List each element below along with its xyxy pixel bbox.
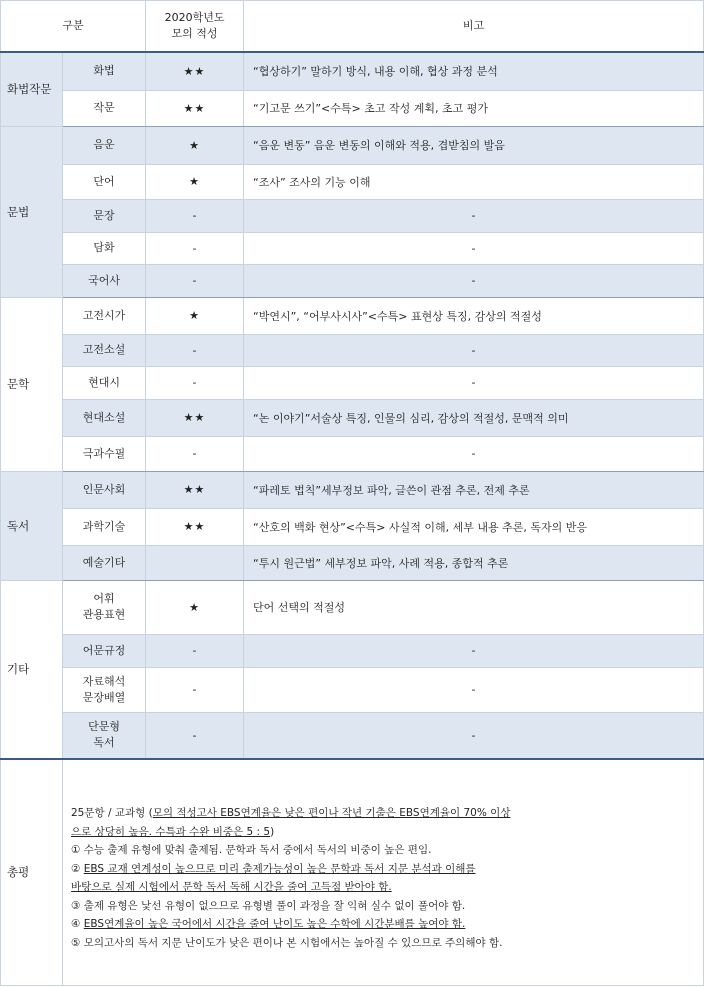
table-row — [1, 436, 704, 471]
summary-text-part: 25문항 / 교과형 ( — [71, 807, 153, 819]
table-row — [1, 399, 704, 436]
aptitude-rating: ★★ — [146, 90, 244, 126]
note-cell: - — [244, 199, 704, 232]
sub-label: 담화 — [63, 232, 146, 264]
summary-line: ③ 출제 유형은 낯선 유형이 없으므로 유형별 풀이 과정을 잘 익혀 실수 없이 풀어야 함. — [71, 899, 466, 912]
table-row — [1, 712, 704, 759]
aptitude-rating: ★ — [146, 297, 244, 334]
summary-underlined-text: 바탕으로 실제 시험에서 문학 독서 독해 시간을 줄여 고득점 받아야 함. — [71, 881, 392, 893]
aptitude-rating: ★★ — [146, 471, 244, 508]
note-cell: “기고문 쓰기”<수특> 초고 작성 계획, 초고 평가 — [244, 90, 704, 126]
summary-underlined-text: EBS 교재 연계성이 높으므로 미리 출제가능성이 높은 문학과 독서 지문 분석과 이해를 — [83, 862, 476, 875]
table-row — [1, 126, 704, 164]
aptitude-rating: ★ — [146, 126, 244, 164]
group-label: 화법작문 — [1, 52, 63, 126]
group-label: 문법 — [1, 126, 63, 297]
aptitude-rating: - — [146, 712, 244, 759]
summary-line: ⑤ 모의고사의 독서 지문 난이도가 낮은 편이나 본 시험에서는 높아질 수 있으므로 주의해야 함. — [71, 936, 503, 949]
table-row — [1, 164, 704, 199]
aptitude-rating: - — [146, 232, 244, 264]
aptitude-rating: ★★ — [146, 52, 244, 90]
summary-text — [63, 759, 704, 985]
summary-text-part: ④ — [71, 918, 84, 930]
table-row — [1, 580, 704, 634]
aptitude-rating: - — [146, 634, 244, 667]
sub-label: 작문 — [63, 90, 146, 126]
sub-label: 인문사회 — [63, 471, 146, 508]
sub-label — [63, 667, 146, 712]
note-cell: - — [244, 634, 704, 667]
table-row — [1, 508, 704, 545]
note-cell: “논 이야기”서술상 특징, 인물의 심리, 감상의 적절성, 문맥적 의미 — [244, 399, 704, 436]
summary-line — [71, 860, 703, 879]
note-cell: “조사” 조사의 기능 이해 — [244, 164, 704, 199]
sub-label: 현대소설 — [63, 399, 146, 436]
summary-underlined-text: EBS연계율이 높은 국어에서 시간을 줄여 난이도 높은 수학에 시간분배를 높여야 함. — [83, 918, 466, 930]
sub-label: 현대시 — [63, 366, 146, 399]
note-cell: - — [244, 232, 704, 264]
aptitude-rating: ★ — [146, 580, 244, 634]
note-cell: “음운 변동” 음운 변동의 이해와 적용, 겹받침의 발음 — [244, 126, 704, 164]
note-cell: “산호의 백화 현상”<수특> 사실적 이해, 세부 내용 추론, 독자의 반응 — [244, 508, 704, 545]
summary-line — [71, 878, 703, 897]
table-row — [1, 199, 704, 232]
note-cell: - — [244, 264, 704, 297]
sub-label: 문장 — [63, 199, 146, 232]
aptitude-rating: - — [146, 199, 244, 232]
note-cell: - — [244, 712, 704, 759]
group-label: 독서 — [1, 471, 63, 580]
summary-label: 총평 — [1, 759, 63, 985]
sub-label-line2: 관용표현 — [82, 608, 126, 621]
table-row — [1, 366, 704, 399]
table-row — [1, 90, 704, 126]
note-cell: “파레토 법칙”세부정보 파악, 글쓴이 관점 추론, 전제 추론 — [244, 471, 704, 508]
note-cell: - — [244, 366, 704, 399]
header-category: 구분 — [1, 1, 146, 53]
sub-label: 화법 — [63, 52, 146, 90]
summary-line — [71, 823, 703, 842]
note-cell: “박연시”, “어부사시사”<수특> 표현상 특징, 감상의 적절성 — [244, 297, 704, 334]
aptitude-rating: - — [146, 334, 244, 366]
sub-label-line2: 문장배열 — [82, 690, 126, 704]
sub-label: 고전소설 — [63, 334, 146, 366]
summary-underlined-text: 모의 적성고사 EBS연계율은 낮은 편이나 작년 기출은 EBS연계율이 70% 이상 — [152, 807, 511, 819]
aptitude-rating: ★★ — [146, 508, 244, 545]
sub-label: 과학기술 — [63, 508, 146, 545]
note-cell: “협상하기” 말하기 방식, 내용 이해, 협상 과정 분석 — [244, 52, 704, 90]
table-row — [1, 471, 704, 508]
summary-line — [71, 915, 703, 934]
header-aptitude — [146, 1, 244, 53]
aptitude-rating — [146, 545, 244, 580]
summary-text-part: ② — [71, 862, 84, 875]
aptitude-rating: - — [146, 436, 244, 471]
sub-label — [63, 712, 146, 759]
aptitude-rating: ★ — [146, 164, 244, 199]
sub-label-line1: 단문형 — [88, 720, 120, 734]
sub-label: 고전시가 — [63, 297, 146, 334]
group-label: 기타 — [1, 580, 63, 759]
summary-row — [1, 759, 704, 985]
aptitude-rating: - — [146, 264, 244, 297]
summary-line — [71, 804, 703, 823]
sub-label: 음운 — [63, 126, 146, 164]
sub-label-line1: 어휘 — [93, 592, 115, 605]
table-row — [1, 52, 704, 90]
table-row — [1, 545, 704, 580]
table-header — [1, 1, 704, 53]
summary-underlined-text: 으로 상당히 높음. 수특과 수완 비중은 5 : 5 — [71, 825, 271, 838]
note-cell: - — [244, 667, 704, 712]
sub-label: 단어 — [63, 164, 146, 199]
table-row — [1, 634, 704, 667]
header-aptitude-line2: 모의 적성 — [171, 27, 218, 40]
table-row — [1, 297, 704, 334]
note-cell: - — [244, 334, 704, 366]
aptitude-rating: ★★ — [146, 399, 244, 436]
summary-text-part: ) — [270, 825, 275, 838]
table-row — [1, 264, 704, 297]
aptitude-rating: - — [146, 667, 244, 712]
sub-label-line2: 독서 — [93, 736, 115, 750]
sub-label: 어문규정 — [63, 634, 146, 667]
sub-label-line1: 자료해석 — [82, 674, 126, 688]
sub-label: 국어사 — [63, 264, 146, 297]
group-label: 문학 — [1, 297, 63, 471]
summary-line: ① 수능 출제 유형에 맞춰 출제됨. 문학과 독서 중에서 독서의 비중이 높은 편임. — [71, 844, 432, 856]
sub-label: 극과수필 — [63, 436, 146, 471]
table-row — [1, 232, 704, 264]
table-row — [1, 667, 704, 712]
note-cell: - — [244, 436, 704, 471]
note-cell: 단어 선택의 적절성 — [244, 580, 704, 634]
header-notes: 비고 — [244, 1, 704, 53]
table-row — [1, 334, 704, 366]
sub-label — [63, 580, 146, 634]
sub-label: 예술기타 — [63, 545, 146, 580]
aptitude-rating: - — [146, 366, 244, 399]
note-cell: “투시 원근법” 세부정보 파악, 사례 적용, 종합적 추론 — [244, 545, 704, 580]
header-aptitude-line1: 2020학년도 — [164, 11, 225, 24]
